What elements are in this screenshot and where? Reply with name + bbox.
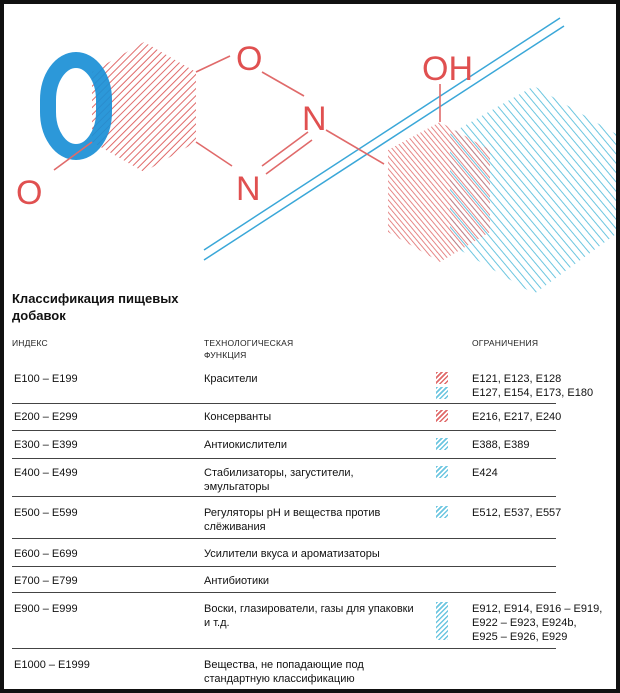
limits-line: E424 xyxy=(472,467,498,479)
row-swatches xyxy=(436,410,450,425)
blue-swatch-icon xyxy=(436,438,448,450)
table-row xyxy=(12,658,556,688)
molecule-illustration xyxy=(4,4,616,294)
atom-n-middle: N xyxy=(302,100,327,138)
table-row xyxy=(12,466,556,497)
red-swatch-icon xyxy=(436,372,448,384)
blue-swatch-icon xyxy=(436,387,448,399)
table-row xyxy=(12,438,556,459)
row-function: Регуляторы pH и вещества против слёживания xyxy=(204,507,381,533)
row-limits xyxy=(472,438,620,452)
limits-line: E388, E389 xyxy=(472,439,530,451)
limits-line: E216, E217, E240 xyxy=(472,411,562,423)
row-function: Консерванты xyxy=(204,411,272,423)
row-function: Усилители вкуса и ароматизаторы xyxy=(204,548,380,560)
row-index: E300 – E399 xyxy=(14,439,78,451)
table-row xyxy=(12,506,562,539)
table-row xyxy=(12,574,556,593)
red-swatch-icon xyxy=(436,410,448,422)
atom-n-bottom: N xyxy=(236,170,261,208)
table-row xyxy=(12,372,594,404)
row-function: Антиокислители xyxy=(204,439,287,451)
row-index: E900 – E999 xyxy=(14,603,78,615)
atom-o-left: O xyxy=(16,174,43,212)
row-swatches xyxy=(436,438,450,453)
blue-swatch-icon xyxy=(436,602,448,640)
header-function-line1: ТЕХНОЛОГИЧЕСКАЯ xyxy=(204,338,294,348)
row-function: Воски, глазирователи, газы для упаковки и т.д. xyxy=(204,603,414,629)
limits-line: E922 – E923, E924b, xyxy=(472,617,577,629)
limits-line: E121, E123, E128 xyxy=(472,373,562,385)
row-swatches xyxy=(436,372,450,402)
row-function: Стабилизаторы, загустители, эмульгаторы xyxy=(204,467,354,493)
blue-swatch-icon xyxy=(436,506,448,518)
row-limits xyxy=(472,466,620,480)
table-row xyxy=(12,602,603,649)
header-index: ИНДЕКС xyxy=(12,338,48,348)
row-function: Вещества, не попадающие под стандартную классификацию xyxy=(204,659,364,685)
table-row xyxy=(12,410,562,431)
row-swatches xyxy=(436,466,450,481)
row-index: E1000 – E1999 xyxy=(14,659,90,671)
table-title: Классификация пищевых добавок xyxy=(12,291,179,323)
row-index: E500 – E599 xyxy=(14,507,78,519)
row-swatches xyxy=(436,602,450,643)
limits-line: E925 – E926, E929 xyxy=(472,631,568,643)
row-index: E600 – E699 xyxy=(14,548,78,560)
blue-swatch-icon xyxy=(436,466,448,478)
row-limits xyxy=(472,602,620,644)
row-limits xyxy=(472,410,620,424)
table-row xyxy=(12,547,556,567)
header-limits: ОГРАНИЧЕНИЯ xyxy=(472,338,539,348)
header-function xyxy=(204,337,293,361)
row-index: E100 – E199 xyxy=(14,373,78,385)
row-function: Красители xyxy=(204,373,258,385)
red-hatched-ring-right xyxy=(388,122,490,262)
row-function: Антибиотики xyxy=(204,575,270,587)
atom-o-top: O xyxy=(236,40,263,78)
limits-line: E127, E154, E173, E180 xyxy=(472,387,594,399)
row-index: E400 – E499 xyxy=(14,467,78,479)
row-index: E200 – E299 xyxy=(14,411,78,423)
limits-line: E912, E914, E916 – E919, xyxy=(472,603,603,615)
row-limits xyxy=(472,372,620,400)
limits-line: E512, E537, E557 xyxy=(472,507,562,519)
atom-oh: OH xyxy=(422,50,473,88)
row-swatches xyxy=(436,506,450,521)
row-limits xyxy=(472,506,620,520)
row-index: E700 – E799 xyxy=(14,575,78,587)
header-function-line2: ФУНКЦИЯ xyxy=(204,350,247,360)
